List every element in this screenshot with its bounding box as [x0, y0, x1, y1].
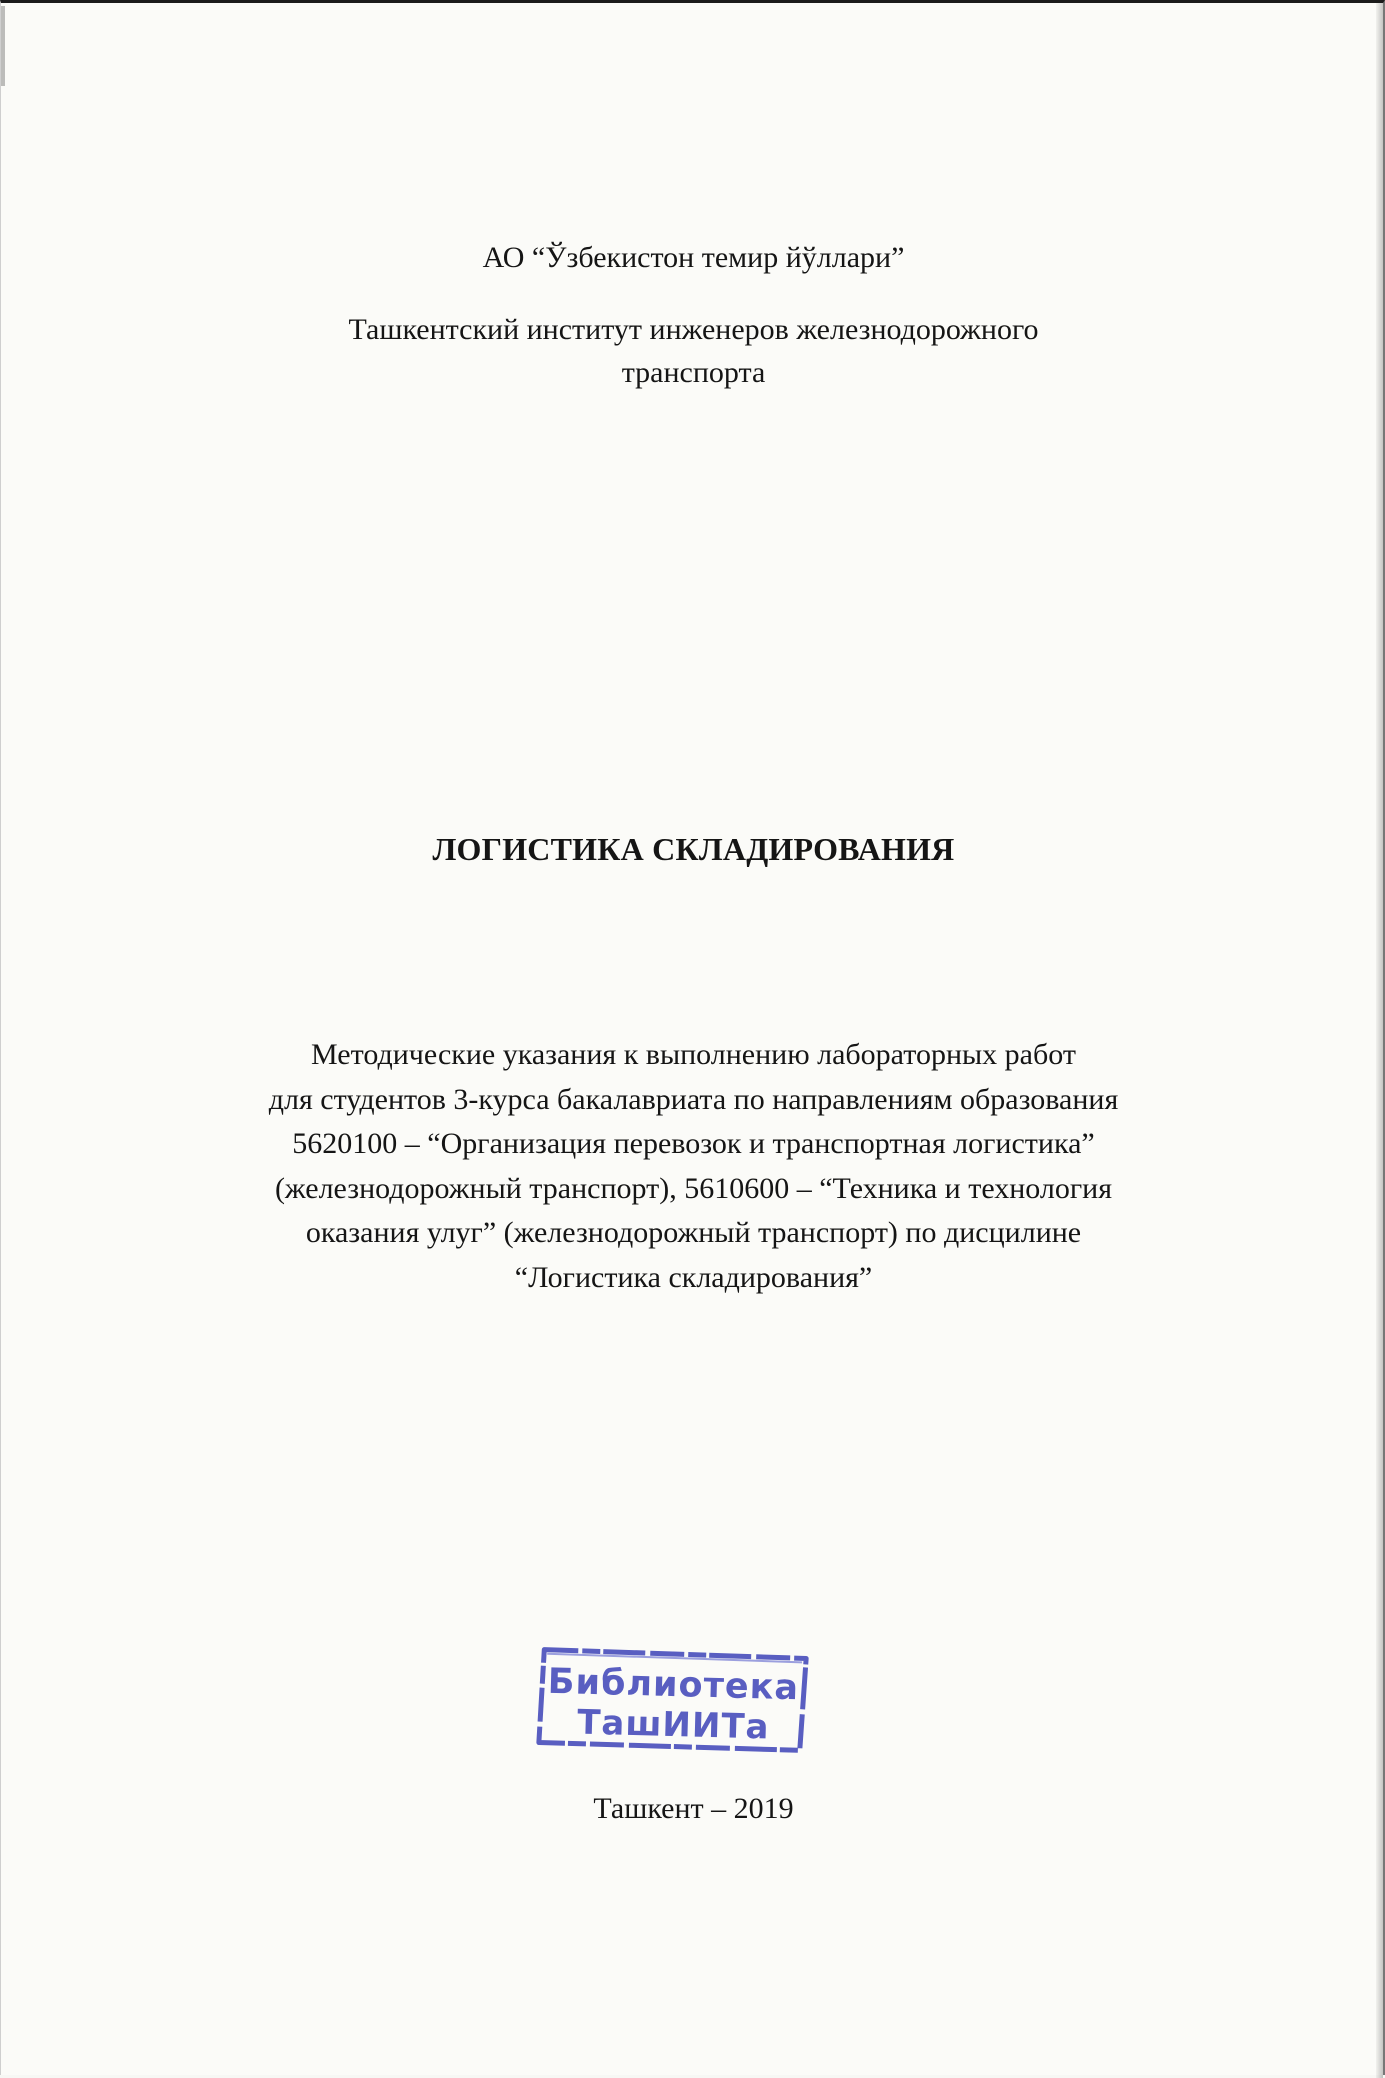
document-title: ЛОГИСТИКА СКЛАДИРОВАНИЯ [432, 831, 955, 867]
description-line-1: Методические указания к выполнению лабораторных работ [311, 1038, 1076, 1071]
description-line-4: (железнодорожный транспорт), 5610600 – “Техника и технология [274, 1171, 1113, 1205]
library-stamp-graphic [534, 1641, 813, 1760]
description-line-2: для студентов 3-курса бакалавриата по направлениям образования [268, 1082, 1119, 1116]
description-block [1, 1033, 1385, 1300]
organization-line: АО “Ўзбекистон темир йўллари” [482, 241, 905, 274]
description-line-5: оказания улуг” (железнодорожный транспорт) по дисцилине [305, 1216, 1082, 1249]
scan-corner-mark [1, 6, 5, 86]
city-year-line: Ташкент – 2019 [593, 1792, 794, 1825]
institute-name-line-1: Ташкентский институт инженеров железнодорожного [348, 313, 1039, 346]
library-stamp-text-line-1: Библиотека [547, 1661, 800, 1709]
description-line-6: “Логистика складирования” [514, 1260, 873, 1294]
library-stamp [534, 1641, 813, 1760]
library-stamp-text-line-2: ТашИИТа [576, 1702, 771, 1748]
institute-name-line-2: транспорта [621, 356, 766, 389]
description-line-3: 5620100 – “Организация перевозок и транспортная логистика” [292, 1127, 1095, 1160]
